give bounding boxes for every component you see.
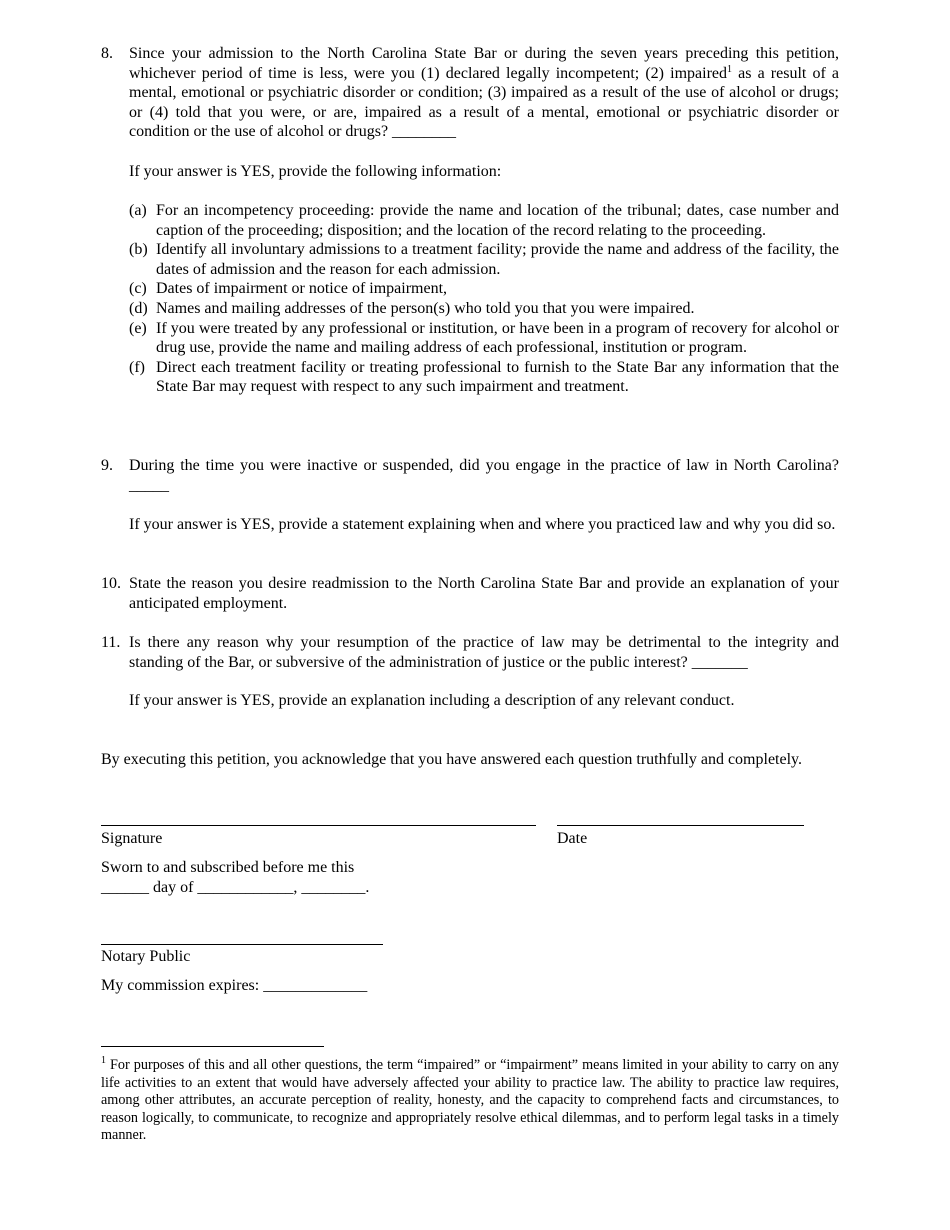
question-number: 9. <box>101 457 113 474</box>
footnote-reference: 1 <box>727 63 732 75</box>
acknowledgement: By executing this petition, you acknowledge that you have answered each question truthfully and completely. <box>101 751 802 768</box>
question-text: Since your admission to the North Carolina State Bar or during the seven years preceding this petition, whichever period of time is less, were you (1) declared legally incompetent; (2) impaired$^1$ as a result of a mental, emotional or psychiatric disorder or condition; (3) impaired as a result of the use of alcohol or drugs; or (4) told that you were, or are, impaired as a result of a mental, emotional or psychiatric disorder or condition or the use of alcohol or drugs? ________ <box>129 45 839 141</box>
list-item: (a) For an incompetency proceeding: provide the name and location of the tribunal; dates, case number and caption of the proceeding; disposition; and the location of the record relating to the proceeding. <box>129 202 839 239</box>
sworn-statement: Sworn to and subscribed before me this <box>101 859 355 876</box>
question-9 <box>101 456 839 495</box>
question-10 <box>101 574 839 613</box>
question-number: 11. <box>101 634 121 651</box>
commission-expires[interactable]: My commission expires: _____________ <box>101 977 368 994</box>
list-item: (b) Identify all involuntary admissions to a treatment facility; provide the name and address of the facility, the dates of admission and the reason for each admission. <box>129 241 839 278</box>
question-8-followup: If your answer is YES, provide the following information: <box>129 163 502 180</box>
question-number: 10. <box>101 575 121 592</box>
date-line[interactable] <box>557 825 804 826</box>
question-8 <box>101 44 839 142</box>
question-text: During the time you were inactive or suspended, did you engage in the practice of law in North Carolina? _____ <box>129 457 839 494</box>
question-number: 8. <box>101 45 113 62</box>
question-11 <box>101 633 839 672</box>
signature-label: Signature <box>101 830 163 847</box>
signature-line[interactable] <box>101 825 536 826</box>
sworn-date-blanks[interactable]: ______ day of ____________, ________. <box>101 879 370 896</box>
date-label: Date <box>557 830 588 847</box>
list-item: (c) Dates of impairment or notice of impairment, <box>129 280 448 298</box>
question-9-followup: If your answer is YES, provide a statement explaining when and where you practiced law and why you did so. <box>129 516 836 533</box>
footnote-divider <box>101 1046 324 1047</box>
notary-signature-line[interactable] <box>101 944 383 945</box>
list-item: (d) Names and mailing addresses of the person(s) who told you that you were impaired. <box>129 299 695 317</box>
notary-label: Notary Public <box>101 948 191 965</box>
question-8-items <box>129 201 839 397</box>
question-text: State the reason you desire readmission to the North Carolina State Bar and provide an explanation of your anticipated employment. <box>129 575 839 612</box>
list-item: (e) If you were treated by any professional or institution, or have been in a program of recovery for alcohol or drug use, provide the name and mailing address of each professional, institution or program. <box>129 319 839 357</box>
footnote: $^1$ For purposes of this and all other questions, the term “impaired” or “impairment” means limited in your ability to carry on any life activities to an extent that would have adversely affected your ability to practice law. The ability to practice law requires, among other attributes, an accurate perception of reality, honesty, and the capacity to comprehend facts and circumstances, to reason logically, to communicate, to recognize and appropriately resolve ethical dilemmas, and to perform legal tasks in a timely manner. <box>101 1055 839 1143</box>
list-item: (f) Direct each treatment facility or treating professional to furnish to the State Bar any information that the State Bar may request with respect to any such impairment and treatment. <box>129 358 839 396</box>
question-text: Is there any reason why your resumption of the practice of law may be detrimental to the integrity and standing of the Bar, or subversive of the administration of justice or the public interest? _______ <box>129 634 839 671</box>
footnote-marker: 1 <box>101 1055 106 1066</box>
question-11-followup: If your answer is YES, provide an explanation including a description of any relevant conduct. <box>129 692 735 709</box>
